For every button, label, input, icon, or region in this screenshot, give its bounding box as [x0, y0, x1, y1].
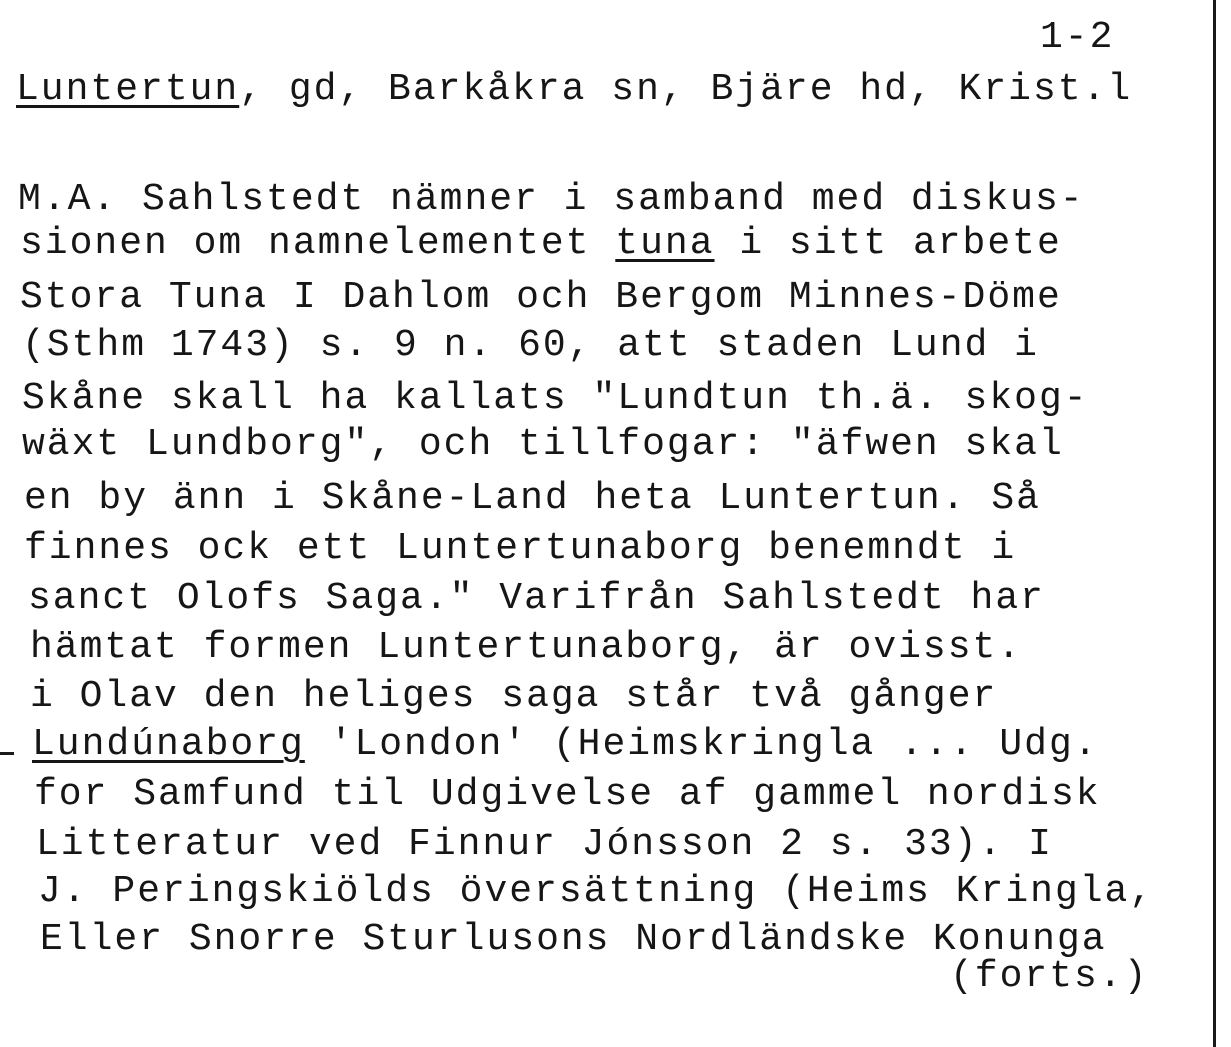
body-line-9: sanct Olofs Saga." Varifrån Sahlstedt har: [28, 577, 1045, 620]
body-line-10: hämtat formen Luntertunaborg, är ovisst.: [30, 626, 1023, 669]
body-line-12: [32, 723, 1099, 767]
heading-placename: Luntertun: [16, 68, 240, 111]
body-line-4: (Sthm 1743) s. 9 n. 60, att staden Lund i: [22, 324, 1039, 367]
heading-details: , gd, Barkåkra sn, Bjäre hd, Krist.l: [239, 68, 1133, 111]
body-line-2-post: i sitt arbete: [714, 222, 1062, 265]
body-line-2-pre: sionen om namnelementet: [20, 222, 616, 265]
body-line-14: Litteratur ved Finnur Jónsson 2 s. 33). I: [36, 823, 1053, 866]
continued-note: (forts.): [950, 955, 1149, 998]
term-tuna: tuna: [615, 222, 715, 265]
page-number: 1-2: [1040, 16, 1115, 59]
body-line-6: wäxt Lundborg", och tillfogar: "äfwen skal: [22, 423, 1064, 466]
body-line-13: for Samfund til Udgivelse af gammel nordisk: [34, 773, 1101, 816]
body-line-12-post: 'London' (Heimskringla ... Udg.: [304, 723, 1099, 766]
body-line-2: [20, 222, 1062, 266]
term-lundunaborg: Lundúnaborg: [32, 723, 305, 766]
card-heading: [16, 68, 1132, 112]
body-line-15: J. Peringskiölds översättning (Heims Kringla,: [38, 870, 1155, 913]
card-left-tick: [0, 752, 14, 755]
body-line-3: Stora Tuna I Dahlom och Bergom Minnes-Döme: [20, 276, 1062, 319]
card-right-edge: [1213, 0, 1216, 1047]
body-line-16: Eller Snorre Sturlusons Nordländske Konunga: [40, 918, 1107, 961]
body-line-8: finnes ock ett Luntertunaborg benemndt i: [24, 527, 1017, 570]
body-line-1: M.A. Sahlstedt nämner i samband med diskus-: [18, 178, 1085, 221]
body-line-11: i Olav den heliges saga står två gånger: [30, 675, 998, 718]
body-line-7: en by änn i Skåne-Land heta Luntertun. Så: [24, 477, 1041, 520]
body-line-5: Skåne skall ha kallats "Lundtun th.ä. skog-: [22, 377, 1089, 420]
